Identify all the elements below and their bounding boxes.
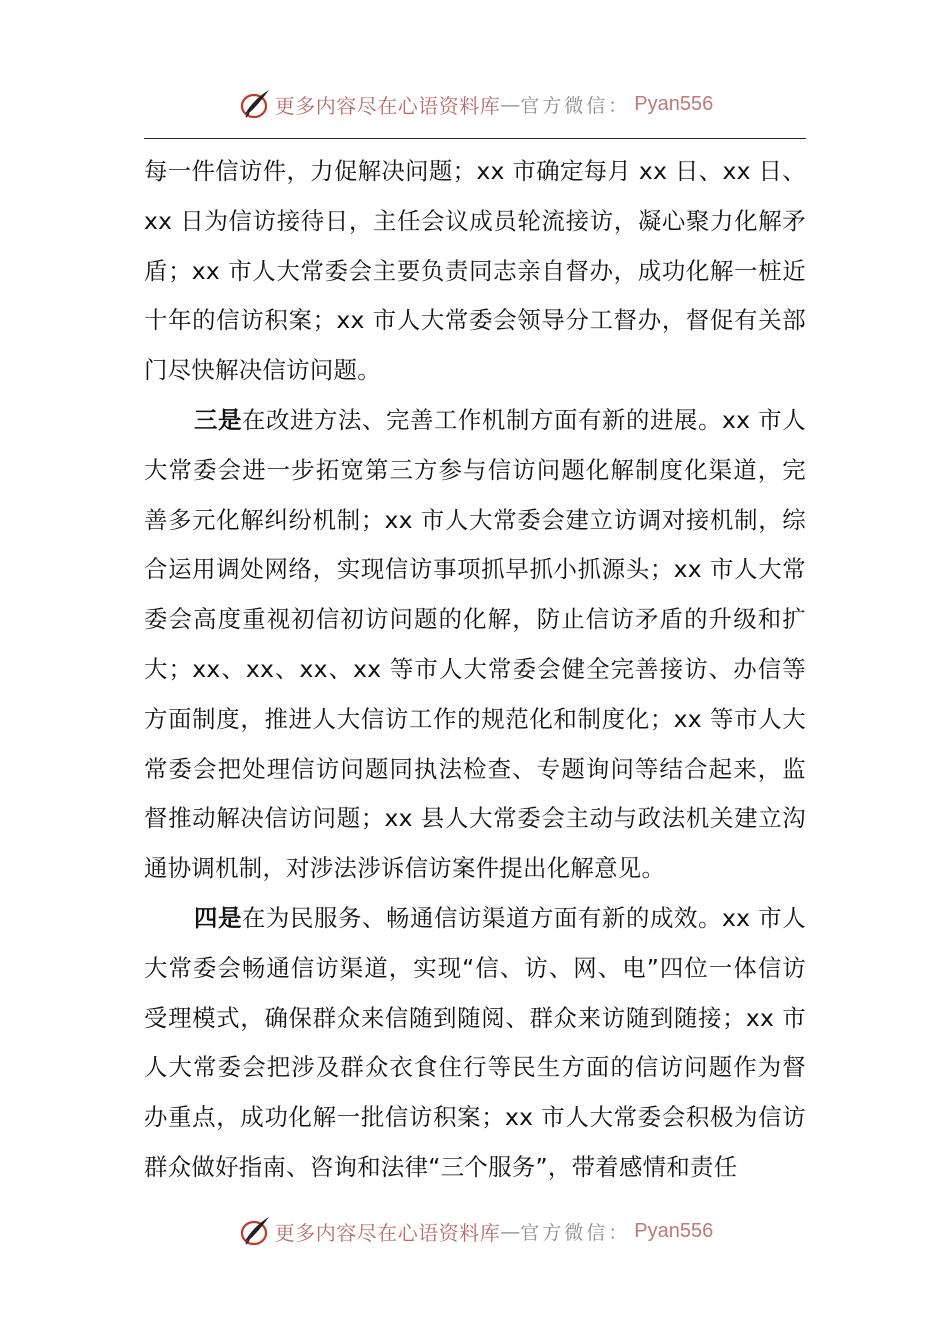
footer-dash: — [500,1219,521,1243]
paragraph-text: 在为民服务、畅通信访渠道方面有新的成效。xx 市人大常委会畅通信访渠道，实现“信、访、网、电”四位一体信访受理模式，确保群众来信随到随阅、群众来访随到随接；xx 市人大常委会把涉及群众衣食住行等民生方面的信访问题作为督办重点，成功化解一批信访积案；xx 市人大常委会积极为信访群众做好指南、咨询和法律“三个服务”，带着感情和责任 [144,903,806,1181]
quill-logo-icon [237,1213,273,1249]
footer-wechat-label: 官方微信： [520,1221,631,1244]
paragraph-text: 每一件信访件，力促解决问题；xx 市确定每月 xx 日、xx 日、xx 日为信访接待日，主任会议成员轮流接访，凝心聚力化解矛盾；xx 市人大常委会主要负责同志亲自督办，成功化解一桩近十年的信访积案；xx 市人大常委会领导分工督办，督促有关部门尽快解决信访问题。 [144,157,806,385]
footer-banner [0,1209,950,1253]
footer-site-name: 更多内容尽在心语资料库 [274,1220,501,1245]
header-banner [0,82,950,126]
paragraph-four [144,894,806,1193]
paragraph-three [144,396,806,894]
header-site-name: 更多内容尽在心语资料库 [274,93,501,118]
quill-logo-icon [237,86,273,122]
header-wechat-id: Pyan556 [634,92,714,115]
header-wechat-label: 官方微信： [520,94,631,117]
paragraph-lead: 四是 [194,903,242,932]
paragraph-continued [144,147,806,396]
paragraph-text: 在改进方法、完善工作机制方面有新的进展。xx 市人大常委会进一步拓宽第三方参与信访问题化解制度化渠道，完善多元化解纠纷机制；xx 市人大常委会建立访调对接机制，综合运用调处网络，实现信访事项抓早抓小抓源头；xx 市人大常委会高度重视初信初访问题的化解，防止信访矛盾的升级和扩大；xx、xx、xx、xx 等市人大常委会健全完善接访、办信等方面制度，推进人大信访工作的规范化和制度化；xx 等市人大常委会把处理信访问题同执法检查、专题询问等结合起来，监督推动解决信访问题；xx 县人大常委会主动与政法机关建立沟通协调机制，对涉法涉诉信访案件提出化解意见。 [144,405,806,883]
header-divider [144,138,806,139]
footer-wechat-id: Pyan556 [634,1219,714,1242]
document-body [144,147,806,1193]
header-dash: — [500,92,521,116]
paragraph-lead: 三是 [194,405,242,434]
